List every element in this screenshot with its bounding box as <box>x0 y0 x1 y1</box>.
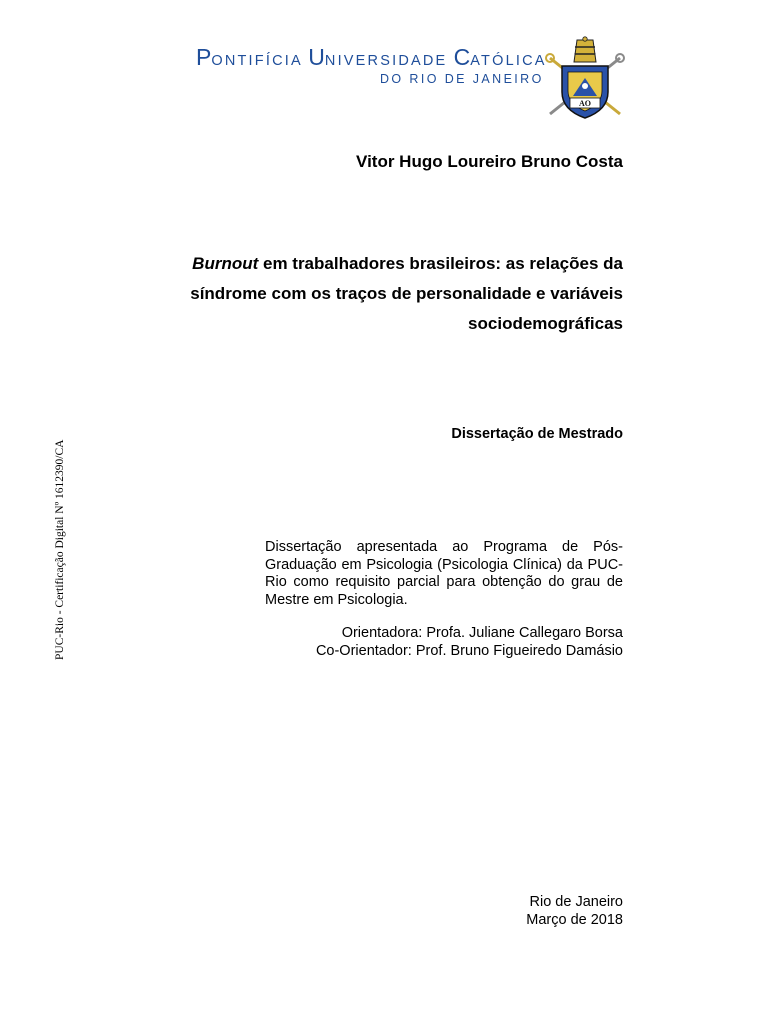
crest-banner-text: AO <box>579 99 591 108</box>
certification-sidebar: PUC-Rio - Certificação Digital Nº 1612390/CA <box>54 439 66 660</box>
date: Março de 2018 <box>526 912 623 928</box>
dissertation-description: Dissertação apresentada ao Programa de Pós-Graduação em Psicologia (Psicologia Clínica) da PUC-Rio como requisito parcial para obtenção do grau de Mestre em Psicologia. <box>265 539 623 608</box>
institution-word-1: PONTIFÍCIA <box>196 44 303 70</box>
degree-type: Dissertação de Mestrado <box>451 426 623 442</box>
institution-word-3: CATÓLICA <box>453 44 547 70</box>
thesis-title-italic: Burnout <box>192 254 259 273</box>
institution-name <box>196 44 547 71</box>
university-crest-logo <box>540 36 630 122</box>
institution-header <box>196 44 547 86</box>
co-advisor-line: Co-Orientador: Prof. Bruno Figueiredo Damásio <box>315 642 623 659</box>
place: Rio de Janeiro <box>529 894 623 910</box>
thesis-title <box>153 249 623 339</box>
institution-subtitle: DO RIO DE JANEIRO <box>380 72 544 86</box>
advisors-block <box>316 625 623 660</box>
thesis-title-rest: em trabalhadores brasileiros: as relações da síndrome com os traços de personalidade e variáveis sociodemográficas <box>190 254 623 333</box>
institution-word-2: UNIVERSIDADE <box>308 44 448 70</box>
author-name: Vitor Hugo Loureiro Bruno Costa <box>356 152 623 171</box>
place-date-block <box>526 893 623 929</box>
advisor-line: Orientadora: Profa. Juliane Callegaro Borsa <box>341 625 623 641</box>
